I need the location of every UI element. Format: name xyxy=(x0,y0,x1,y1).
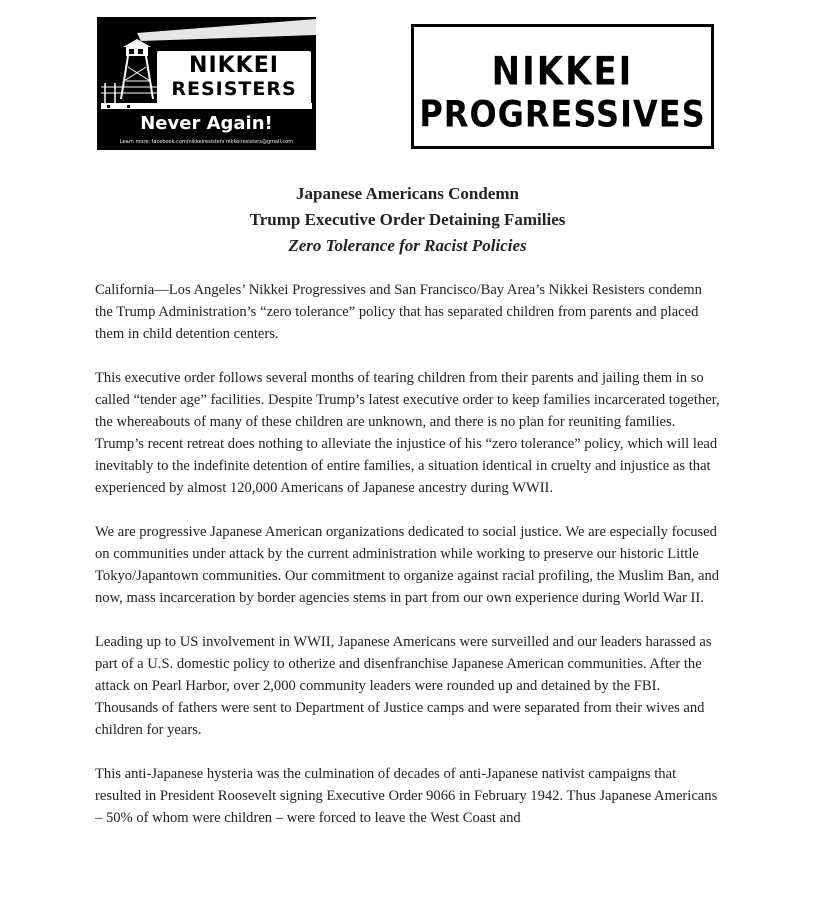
body-paragraph: This anti-Japanese hysteria was the culmination of decades of anti-Japanese nativist campaigns that resulted in President Roosevelt signing Executive Order 9066 in February 1942. Thus Japanese Americans – 50% of whom were children – were forced to leave the West Coast and xyxy=(95,766,718,826)
logo-line1: NIKKEI xyxy=(491,48,634,95)
headline-line2: Trump Executive Order Detaining Families xyxy=(249,210,566,229)
nikkei-resisters-wordmark xyxy=(157,51,311,109)
headline-line1: Japanese Americans Condemn xyxy=(296,184,519,203)
press-release-body xyxy=(95,279,720,851)
logo-contact-line: Learn more: facebook.com/nikkeiresisters nikkeiresisters@gmail.com xyxy=(119,139,294,145)
logo-line2: PROGRESSIVES xyxy=(419,91,706,136)
press-release-headline xyxy=(0,181,815,259)
body-paragraph: California—Los Angeles’ Nikkei Progressives and San Francisco/Bay Area’s Nikkei Resisters condemn the Trump Administration’s “zero tolerance” policy that has separated children from parents and placed them in child detention centers. xyxy=(95,282,702,342)
logo-slogan: Never Again! xyxy=(140,113,273,134)
body-paragraph: This executive order follows several months of tearing children from their parents and jailing them in so called “tender age” facilities. Despite Trump’s latest executive order to keep families incarcerated together, the whereabouts of many of these children are unknown, and there is no plan for reuniting families. Trump’s recent retreat does nothing to alleviate the injustice of his “zero tolerance” policy, which will lead inevitably to the indefinite detention of entire families, a situation identical in cruelty and injustice as that experienced by almost 120,000 Americans of Japanese ancestry during WWII. xyxy=(95,370,720,496)
headline-subtitle: Zero Tolerance for Racist Policies xyxy=(288,236,527,255)
logo-title-line2: RESISTERS xyxy=(171,78,297,100)
body-paragraph: Leading up to US involvement in WWII, Japanese Americans were surveilled and our leaders harassed as part of a U.S. domestic policy to otherize and disenfranchise Japanese American communities. After the attack on Pearl Harbor, over 2,000 community leaders were rounded up and detained by the FBI. Thousands of fathers were sent to Department of Justice camps and were separated from their wives and children for years. xyxy=(95,634,712,738)
body-paragraph: We are progressive Japanese American organizations dedicated to social justice. We are especially focused on communities under attack by the current administration while working to preserve our historic Little Tokyo/Japantown communities. Our commitment to organize against racial profiling, the Muslim Ban, and now, mass incarceration by border agencies stems in part from our own experience during World War II. xyxy=(95,524,720,606)
nikkei-resisters-logo xyxy=(97,17,316,150)
nikkei-progressives-logo xyxy=(411,24,714,149)
logo-title-line1: NIKKEI xyxy=(189,53,279,78)
